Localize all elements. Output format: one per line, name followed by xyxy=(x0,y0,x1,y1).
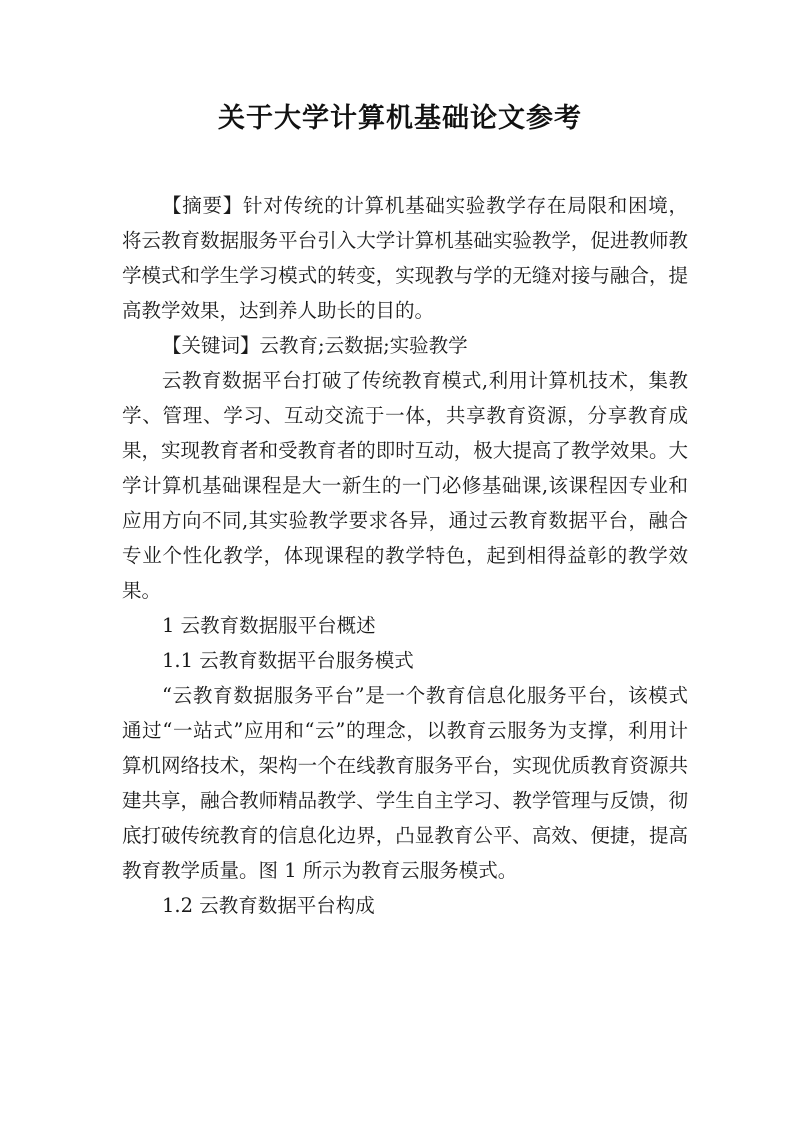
abstract-paragraph: 【摘要】针对传统的计算机基础实验教学存在局限和困境，将云教育数据服务平台引入大学计算机基础实验教学，促进教师教学模式和学生学习模式的转变，实现教与学的无缝对接与融合，提高教学效果，达到养人助长的目的。 xyxy=(122,194,688,322)
document-title: 关于大学计算机基础论文参考 xyxy=(218,103,582,134)
section-heading-1: 1 云教育数据服平台概述 xyxy=(162,614,376,637)
keywords-paragraph: 【关键词】云教育;云数据;实验教学 xyxy=(162,334,468,357)
intro-paragraph: 云教育数据平台打破了传统教育模式,利用计算机技术，集教学、管理、学习、互动交流于一体，共享教育资源，分享教育成果，实现教育者和受教育者的即时互动，极大提高了教学效果。大学计算机基础课程是大一新生的一门必修基础课,该课程因专业和应用方向不同,其实验教学要求各异，通过云教育数据平台，融合专业个性化教学，体现课程的教学特色，起到相得益彰的教学效果。 xyxy=(122,369,688,602)
service-model-paragraph: “云教育数据服务平台”是一个教育信息化服务平台，该模式通过“一站式”应用和“云”的理念，以教育云服务为支撑，利用计算机网络技术，架构一个在线教育服务平台，实现优质教育资源共建共享，融合教师精品教学、学生自主学习、教学管理与反馈，彻底打破传统教育的信息化边界，凸显教育公平、高效、便捷，提高教育教学质量。图 1 所示为教育云服务模式。 xyxy=(122,684,688,882)
section-heading-1-2: 1.2 云教育数据平台构成 xyxy=(162,894,375,917)
section-heading-1-1: 1.1 云教育数据平台服务模式 xyxy=(162,649,414,672)
document-body xyxy=(122,188,688,923)
